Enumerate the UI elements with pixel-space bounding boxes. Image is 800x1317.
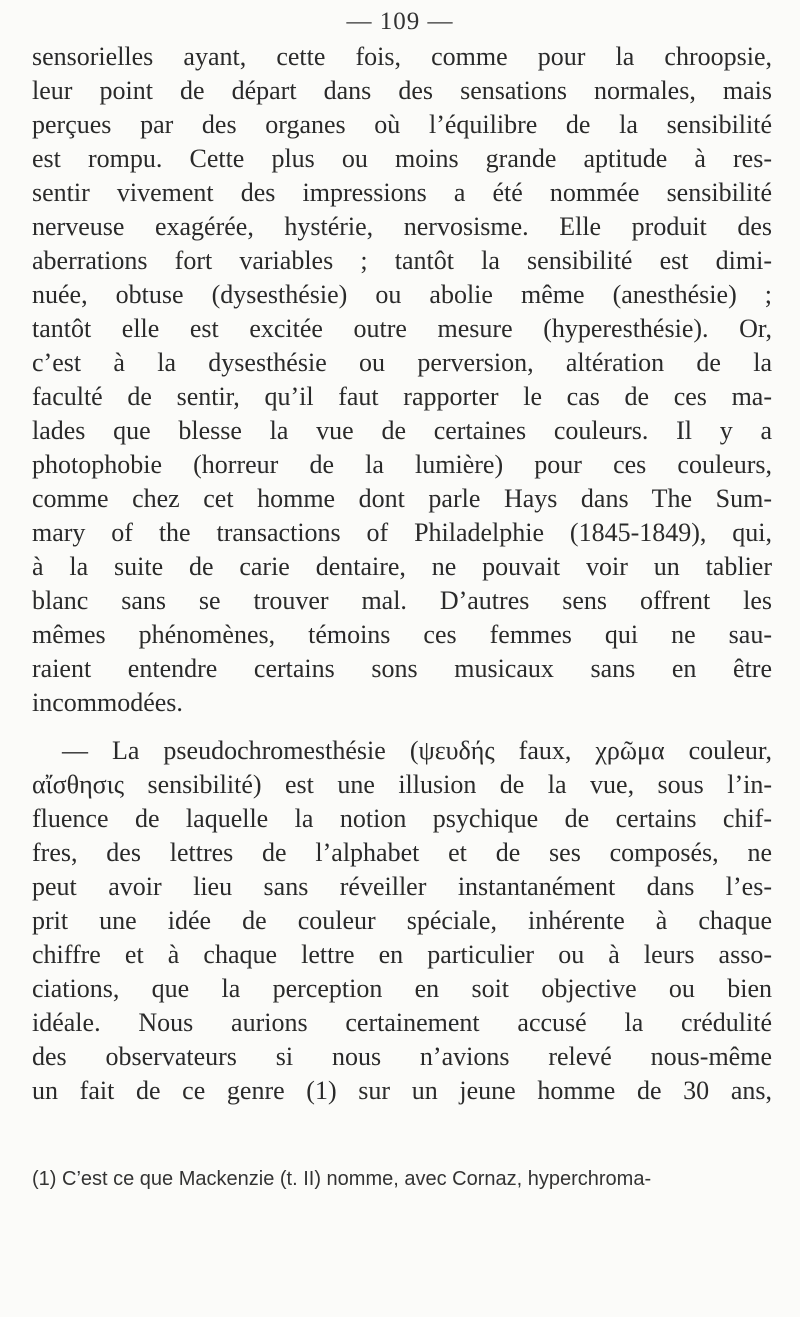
text-line: prit une idée de couleur spéciale, inhérente à chaque: [32, 906, 772, 935]
body-text: [32, 40, 772, 1108]
text-line: est rompu. Cette plus ou moins grande aptitude à res-: [32, 144, 772, 173]
footnote: [32, 1166, 772, 1192]
text-line: sensorielles ayant, cette fois, comme pour la chroopsie,: [32, 42, 772, 71]
text-line: ciations, que la perception en soit objective ou bien: [32, 974, 772, 1003]
text-line: fres, des lettres de l’alphabet et de ses composés, ne: [32, 838, 772, 867]
text-line: comme chez cet homme dont parle Hays dans The Sum-: [32, 484, 772, 513]
text-line: blanc sans se trouver mal. D’autres sens offrent les: [32, 586, 772, 615]
text-line: un fait de ce genre (1) sur un jeune homme de 30 ans,: [32, 1076, 772, 1105]
text-line: lades que blesse la vue de certaines couleurs. Il y a: [32, 416, 772, 445]
paragraph-2: [32, 734, 772, 1108]
text-line: aberrations fort variables ; tantôt la sensibilité est dimi-: [32, 246, 772, 275]
text-line: — La pseudochromesthésie (ψευδής faux, χρῶμα couleur,: [62, 736, 772, 765]
text-line: photophobie (horreur de la lumière) pour ces couleurs,: [32, 450, 772, 479]
text-line: raient entendre certains sons musicaux sans en être: [32, 654, 772, 683]
text-line: tantôt elle est excitée outre mesure (hyperesthésie). Or,: [32, 314, 772, 343]
text-line: des observateurs si nous n’avions relevé nous-même: [32, 1042, 772, 1071]
text-line: c’est à la dysesthésie ou perversion, altération de la: [32, 348, 772, 377]
text-line: mary of the transactions of Philadelphie (1845-1849), qui,: [32, 518, 772, 547]
text-line: fluence de laquelle la notion psychique de certains chif-: [32, 804, 772, 833]
paragraph-gap: [32, 720, 772, 734]
text-line: peut avoir lieu sans réveiller instantanément dans l’es-: [32, 872, 772, 901]
text-line: idéale. Nous aurions certainement accusé la crédulité: [32, 1008, 772, 1037]
text-line: incommodées.: [32, 688, 183, 717]
text-line: perçues par des organes où l’équilibre de la sensibilité: [32, 110, 772, 139]
text-line: αἴσθησις sensibilité) est une illusion de la vue, sous l’in-: [32, 770, 772, 799]
text-line: leur point de départ dans des sensations normales, mais: [32, 76, 772, 105]
text-line: à la suite de carie dentaire, ne pouvait voir un tablier: [32, 552, 772, 581]
footnote-text: (1) C’est ce que Mackenzie (t. II) nomme, avec Cornaz, hyperchroma-: [32, 1168, 652, 1190]
text-line: sentir vivement des impressions a été nommée sensibilité: [32, 178, 772, 207]
paragraph-1: [32, 40, 772, 720]
text-line: chiffre et à chaque lettre en particulier ou à leurs asso-: [32, 940, 772, 969]
text-line: nuée, obtuse (dysesthésie) ou abolie même (anesthésie) ;: [32, 280, 772, 309]
text-line: mêmes phénomènes, témoins ces femmes qui ne sau-: [32, 620, 772, 649]
text-line: faculté de sentir, qu’il faut rapporter le cas de ces ma-: [32, 382, 772, 411]
page-number: — 109 —: [346, 8, 454, 35]
text-line: nerveuse exagérée, hystérie, nervosisme. Elle produit des: [32, 212, 772, 241]
